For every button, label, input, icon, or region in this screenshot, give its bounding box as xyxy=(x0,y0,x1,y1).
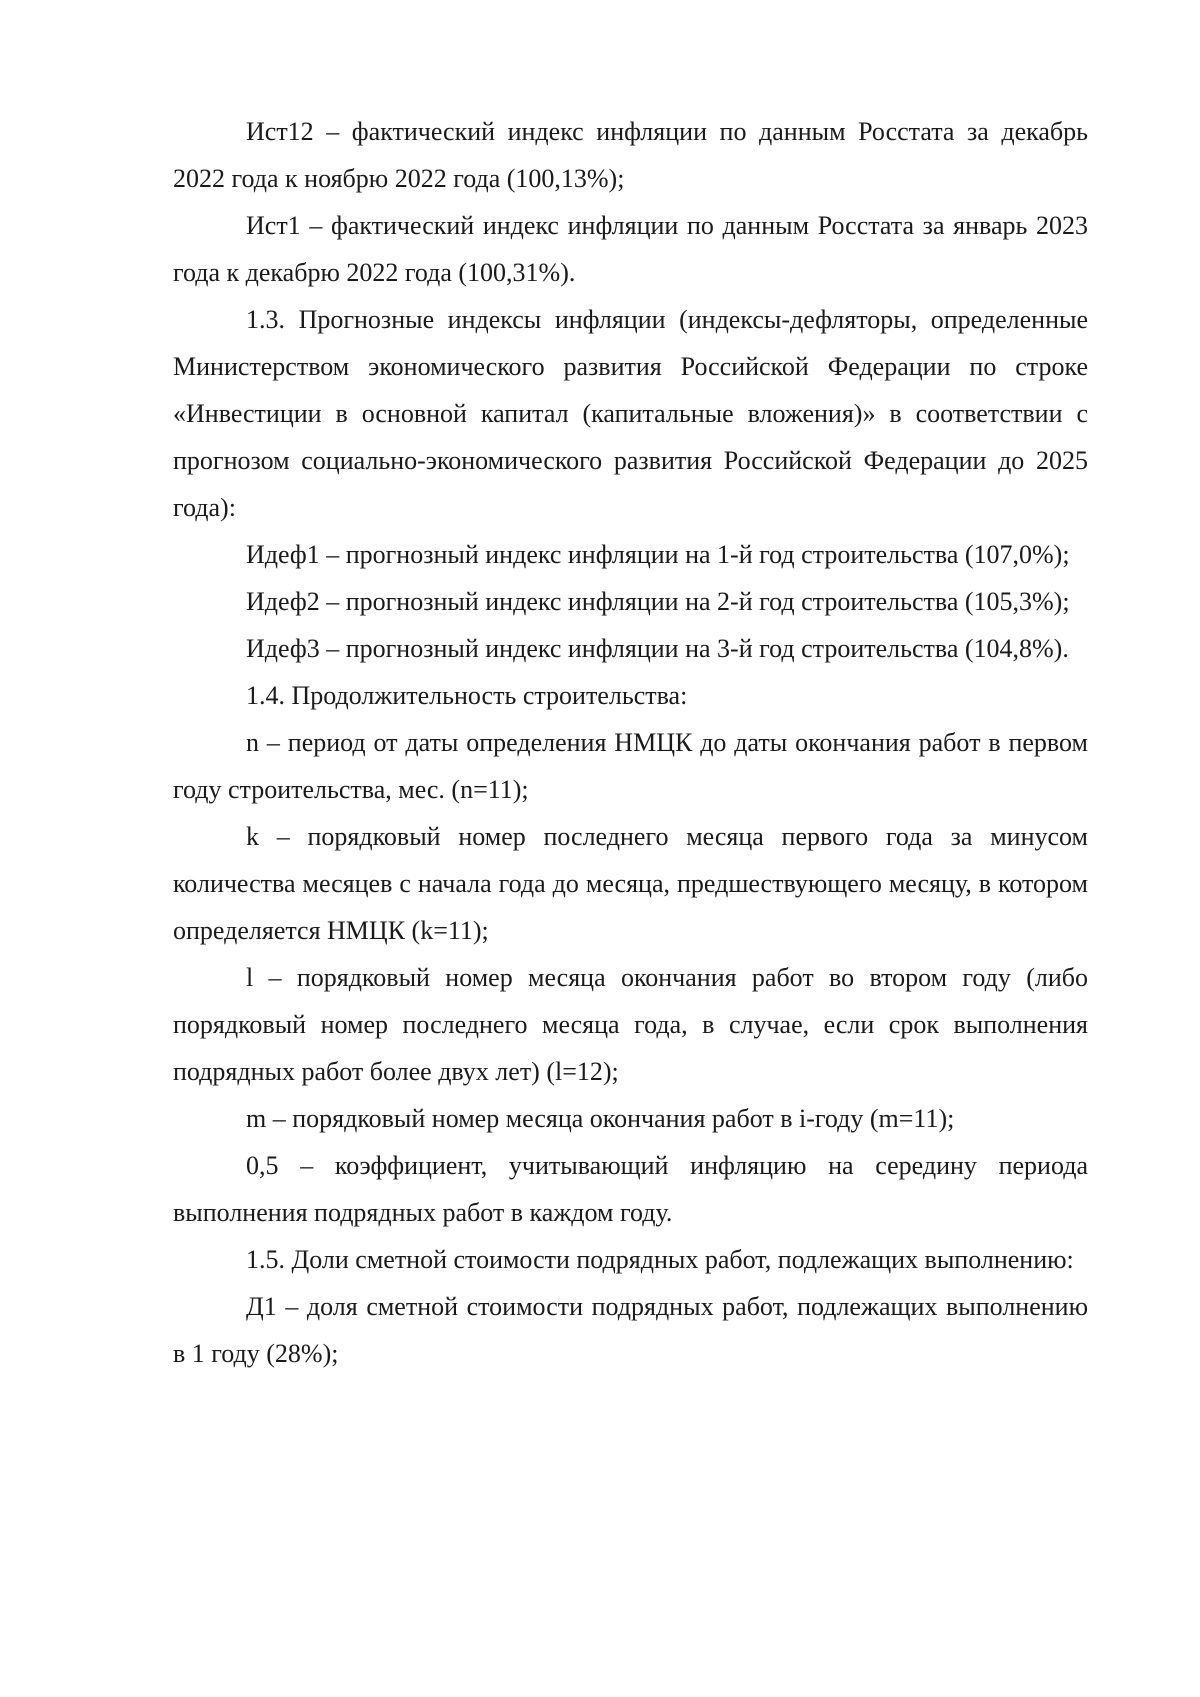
paragraph-coefficient: 0,5 – коэффициент, учитывающий инфляцию на середину периода выполнения подрядных работ в каждом году. xyxy=(173,1151,1088,1227)
paragraph-1-4-duration: 1.4. Продолжительность строительства: xyxy=(246,681,688,710)
paragraph-n-period: n – период от даты определения НМЦК до даты окончания работ в первом году строительства, мес. (n=11); xyxy=(173,728,1088,804)
paragraph-idef1: Идеф1 – прогнозный индекс инфляции на 1-й год строительства (107,0%); xyxy=(246,540,1070,569)
paragraph-idef3: Идеф3 – прогнозный индекс инфляции на 3-й год строительства (104,8%). xyxy=(246,634,1069,663)
paragraph-ist12: Ист12 – фактический индекс инфляции по данным Росстата за декабрь 2022 года к ноябрю 2022 года (100,13%); xyxy=(173,117,1088,193)
paragraph-1-5-shares: 1.5. Доли сметной стоимости подрядных работ, подлежащих выполнению: xyxy=(246,1245,1074,1274)
paragraph-k-month: k – порядковый номер последнего месяца первого года за минусом количества месяцев с начала года до месяца, предшествующего месяцу, в котором определяется НМЦК (k=11); xyxy=(173,822,1088,945)
paragraph-l-month: l – порядковый номер месяца окончания работ во втором году (либо порядковый номер последнего месяца года, в случае, если срок выполнения подрядных работ более двух лет) (l=12); xyxy=(173,963,1088,1086)
paragraph-idef2: Идеф2 – прогнозный индекс инфляции на 2-й год строительства (105,3%); xyxy=(246,587,1070,616)
paragraph-1-3-forecast-indices: 1.3. Прогнозные индексы инфляции (индексы-дефляторы, определенные Министерством экономического развития Российской Федерации по строке «Инвестиции в основной капитал (капитальные вложения)» в соответствии с прогнозом социально-экономического развития Российской Федерации до 2025 года): xyxy=(173,305,1088,522)
paragraph-d1-share: Д1 – доля сметной стоимости подрядных работ, подлежащих выполнению в 1 году (28%); xyxy=(173,1292,1088,1368)
paragraph-m-month: m – порядковый номер месяца окончания работ в i-году (m=11); xyxy=(246,1104,955,1133)
document-body xyxy=(173,108,1088,1377)
paragraph-ist1: Ист1 – фактический индекс инфляции по данным Росстата за январь 2023 года к декабрю 2022 года (100,31%). xyxy=(173,211,1088,287)
